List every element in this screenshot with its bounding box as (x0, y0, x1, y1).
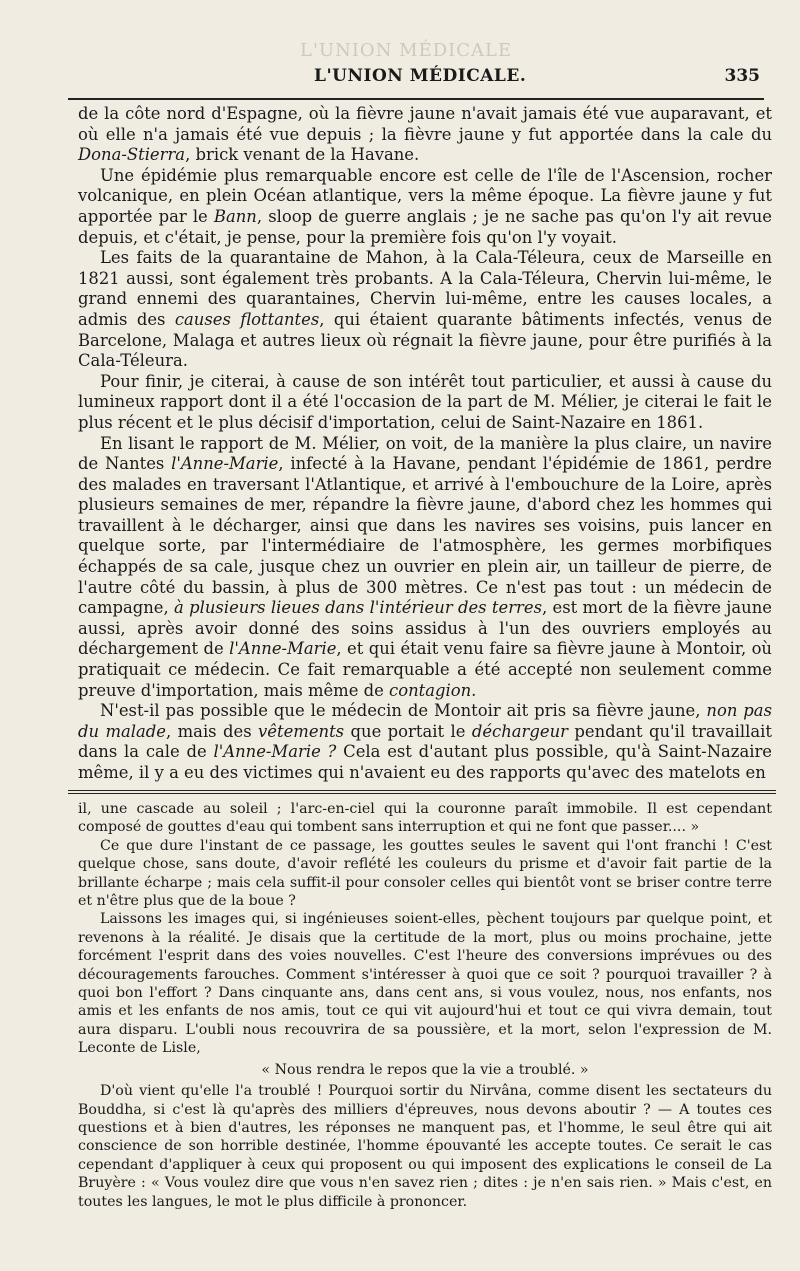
paragraph: En lisant le rapport de M. Mélier, on voit, de la manière la plus claire, un navire de Nantes l'Anne-Marie, infecté à la Havane, pendant l'épidémie de 1861, perdre des malades en traversant l'Atlantique, et arrivé à l'embouchure de la Loire, après plusieurs semaines de mer, répandre la fièvre jaune, d'abord chez les hommes qui travaillent à le décharger, ainsi que dans les navires ses voisins, puis lancer en quelque sorte, par l'intermédiaire de l'atmosphère, les germes morbifiques échappés de sa cale, jusque chez un ouvrier en plein air, un tailleur de pierre, de l'autre côté du bassin, à plus de 300 mètres. Ce n'est pas tout : un médecin de campagne, à plusieurs lieues dans l'intérieur des terres, est mort de la fièvre jaune aussi, après avoir donné des soins assidus à l'un des ouvriers employés au déchargement de l'Anne-Marie, et qui était venu faire sa fièvre jaune à Montoir, où pratiquait ce médecin. Ce fait remarquable a été accepté non seulement comme preuve d'importation, mais même de contagion. (78, 433, 773, 700)
paragraph: Pour finir, je citerai, à cause de son intérêt tout particulier, et aussi à cause du lumineux rapport dont il a été l'occasion de la part de M. Mélier, je citerai le fait le plus récent et le plus décisif d'importation, celui de Saint-Nazaire en 1861. (78, 371, 772, 432)
running-header (68, 66, 764, 92)
paragraph: D'où vient qu'elle l'a troublé ! Pourquoi sortir du Nirvâna, comme disent les sectateurs du Bouddha, si c'est là qu'après des milliers d'épreuves, nous devons aboutir ? — A toutes ces questions et à bien d'autres, les réponses ne manquent pas, et l'homme, le seul être qui ait conscience de son horrible destinée, l'homme épouvanté les accepte toutes. Ce serait le cas cependant d'appliquer à ceux qui proposent ou qui imposent des explications le conseil de La Bruyère : « Vous voulez dire que vous n'en savez rien ; dites : je n'en sais rien. » Mais c'est, en toutes les langues, le mot le plus difficile à prononcer. (78, 1083, 772, 1210)
feuilleton-text (78, 800, 772, 1211)
main-text (78, 104, 772, 784)
header-rule (68, 98, 764, 100)
paragraph: Laissons les images qui, si ingénieuses soient-elles, pèchent toujours par quelque point, et revenons à la réalité. Je disais que la certitude de la mort, plus ou moins prochaine, jette forcément l'esprit dans des voies nouvelles. C'est l'heure des conversions imprévues ou des découragements farouches. Comment s'intéresser à quoi que ce soit ? pourquoi travailler ? à quoi bon l'effort ? Dans cinquante ans, dans cent ans, si vous voulez, nous, nos enfants, nos amis et les enfants de nos amis, tout ce qui vit aujourd'hui et tout ce qui vivra demain, tout aura disparu. L'oubli nous recouvrira de sa poussière, et la mort, selon l'expression de M. Leconte de Lisle, (78, 911, 772, 1057)
paragraph: Ce que dure l'instant de ce passage, les gouttes seules le savent qui l'ont franchi ! C'est quelque chose, sans doute, d'avoir reflété les couleurs du prisme et d'avoir fait partie de la brillante écharpe ; mais cela suffit-il pour consoler celles qui bientôt vont se briser contre terre et n'être plus que de la boue ? (78, 837, 772, 910)
paragraph: de la côte nord d'Espagne, où la fièvre jaune n'avait jamais été vue auparavant, et où elle n'a jamais été vue depuis ; la fièvre jaune y fut apportée dans la cale du Dona-Stierra, brick venant de la Havane. (78, 104, 772, 165)
paragraph: Les faits de la quarantaine de Mahon, à la Cala-Téleura, ceux de Marseille en 1821 aussi, sont également très probants. A la Cala-Téleura, Chervin lui-même, le grand ennemi des quarantaines, Chervin lui-même, entre les causes locales, a admis des causes flottantes, qui étaient quarante bâtiments infectés, venus de Barcelone, Malaga et autres lieux où régnait la fièvre jaune, pour être purifiés à la Cala-Téleura. (78, 248, 773, 371)
bleed-through-header: L'UNION MÉDICALE (300, 40, 513, 61)
paragraph: N'est-il pas possible que le médecin de Montoir ait pris sa fièvre jaune, non pas du malade, mais des vêtements que portait le déchargeur pendant qu'il travaillait dans la cale de l'Anne-Marie ? Cela est d'autant plus possible, qu'à Saint-Nazaire même, il y a eu des victimes qui n'avaient eu des rapports qu'avec des matelots en (78, 701, 772, 782)
paragraph: il, une cascade au soleil ; l'arc-en-ciel qui la couronne paraît immobile. Il est cependant composé de gouttes d'eau qui tombent sans interruption et qui ne font que passer.... » (78, 801, 772, 836)
verse-quote: « Nous rendra le repos que la vie a troublé. » (261, 1061, 589, 1078)
journal-title: L'UNION MÉDICALE. (314, 66, 527, 86)
paragraph: Une épidémie plus remarquable encore est celle de l'île de l'Ascension, rocher volcanique, en plein Océan atlantique, vers la même époque. La fièvre jaune y fut apportée par le Bann, sloop de guerre anglais ; je ne sache pas qu'on l'y ait revue depuis, et c'était, je pense, pour la première fois qu'on l'y voyait. (78, 165, 772, 247)
feuilleton-separator (68, 790, 776, 794)
page-number: 335 (724, 66, 760, 86)
